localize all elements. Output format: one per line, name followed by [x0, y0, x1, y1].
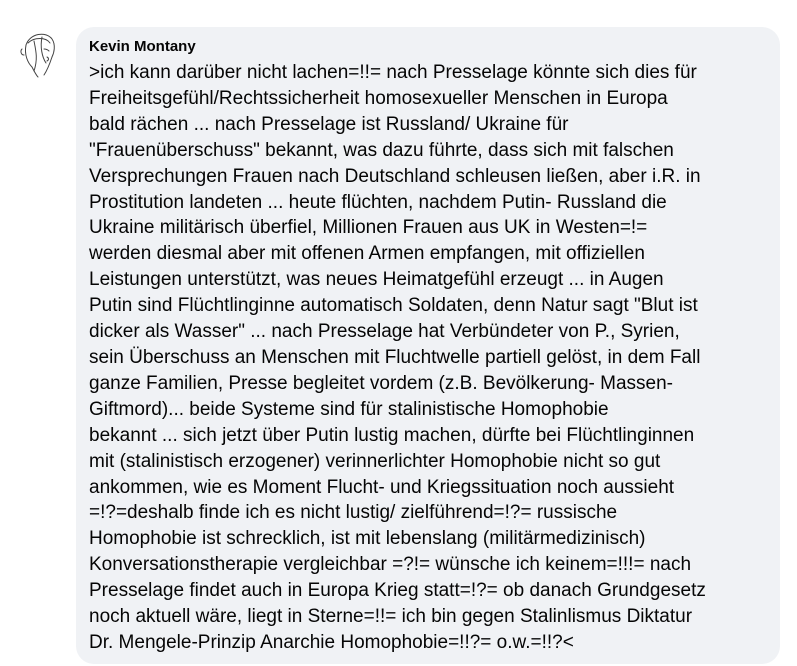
comment-line: dicker als Wasser" ... nach Presselage hat Verbündeter von P., Syrien, — [89, 321, 680, 343]
comment-bubble — [76, 27, 780, 664]
comment-line: Konversationstherapie vergleichbar =?!= wünsche ich keinem=!!!= nach — [89, 554, 692, 576]
comment-line: Dr. Mengele-Prinzip Anarchie Homophobie=!!?= o.w.=!!?< — [89, 631, 574, 653]
comment-line: Freiheitsgefühl/Rechtssicherheit homosexueller Menschen in Europa — [89, 87, 668, 109]
comment-line: Homophobie ist schrecklich, ist mit lebenslang (militärmedizinisch) — [89, 528, 646, 550]
avatar[interactable] — [12, 27, 66, 81]
comment-line: bald rächen ... nach Presselage ist Russland/ Ukraine für — [89, 113, 569, 135]
comment-line: ganze Familien, Presse begleitet vordem (z.B. Bevölkerung- Massen- — [89, 372, 673, 394]
comment-line: noch aktuell wäre, liegt in Sterne=!!= ich bin gegen Stalinlismus Diktatur — [89, 606, 693, 628]
comment-line: =!?=deshalb finde ich es nicht lustig/ zielführend=!?= russische — [89, 502, 618, 524]
comment-line: ankommen, wie es Moment Flucht- und Kriegssituation noch aussieht — [89, 476, 675, 498]
comment-line: Giftmord)... beide Systeme sind für stalinistische Homophobie — [89, 398, 609, 420]
comment-line: Leistungen unterstützt, was neues Heimatgefühl erzeugt ... in Augen — [89, 269, 664, 291]
sketched-face-avatar-icon — [12, 27, 66, 81]
comment-line: mit (stalinistisch erzogener) verinnerlichter Homophobie nicht so gut — [89, 450, 661, 472]
comment-line: werden diesmal aber mit offenen Armen empfangen, mit offiziellen — [89, 243, 645, 265]
comment-line: bekannt ... sich jetzt über Putin lustig machen, dürfte bei Flüchtlinginnen — [89, 424, 695, 446]
comment-line: Ukraine militärisch überfiel, Millionen Frauen aus UK in Westen=!= — [89, 217, 648, 239]
comment-line: Putin sind Flüchtlinginne automatisch Soldaten, denn Natur sagt "Blut ist — [89, 295, 698, 317]
comment-line: Versprechungen Frauen nach Deutschland schleusen ließen, aber i.R. in — [89, 165, 701, 187]
comment-author[interactable]: Kevin Montany — [89, 38, 196, 55]
comment-line: >ich kann darüber nicht lachen=!!= nach Presselage könnte sich dies für — [89, 62, 697, 83]
comment-line: Presselage findet auch in Europa Krieg statt=!?= ob danach Grundgesetz — [89, 580, 706, 602]
comment-line: "Frauenüberschuss" bekannt, was dazu führte, dass sich mit falschen — [89, 139, 674, 161]
comment-text — [89, 60, 768, 656]
comment-line: Prostitution landeten ... heute flüchten, nachdem Putin- Russland die — [89, 191, 667, 213]
comment-line: sein Überschuss an Menschen mit Fluchtwelle partiell gelöst, in dem Fall — [89, 346, 701, 368]
